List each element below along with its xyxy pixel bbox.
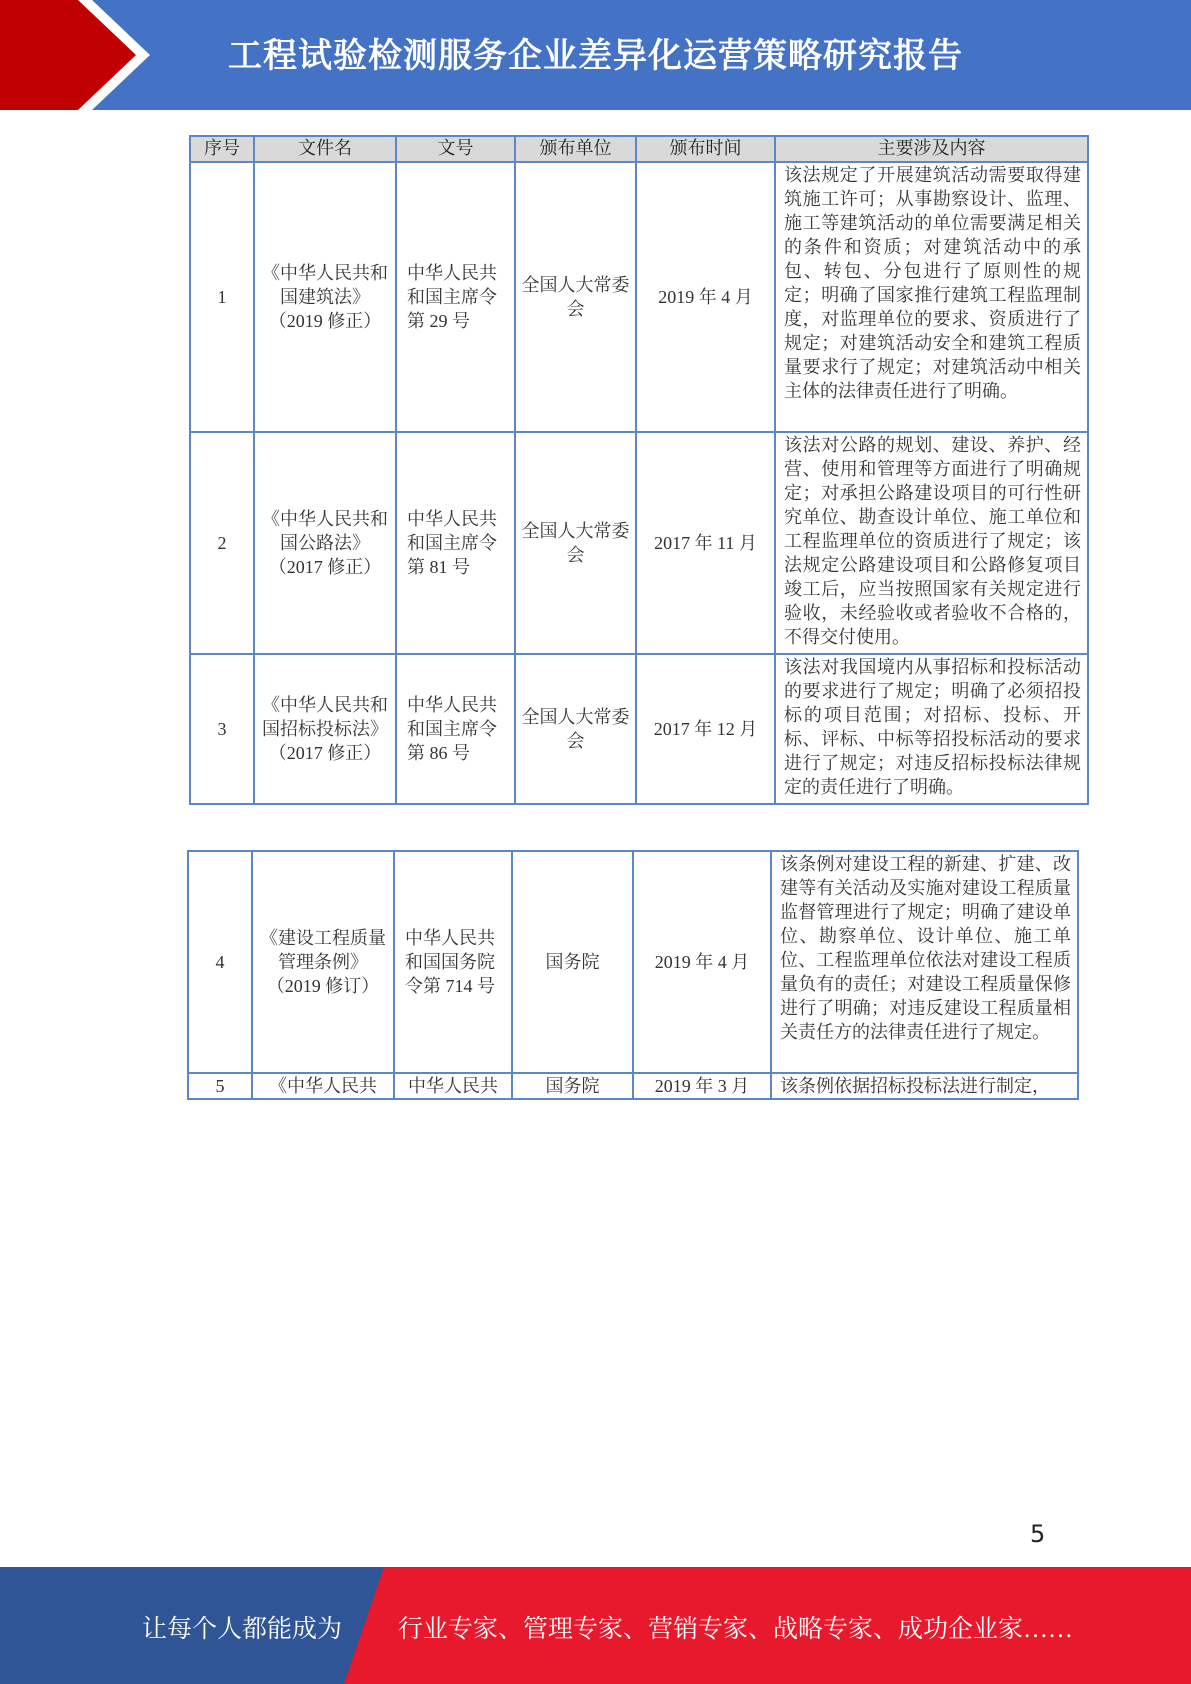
issuer: 全国人大常委会 (515, 432, 636, 654)
table-row (188, 1073, 1078, 1099)
issuer: 全国人大常委会 (515, 162, 636, 432)
row-number: 1 (190, 162, 254, 432)
column-header: 颁布单位 (515, 136, 636, 162)
row-number: 3 (190, 654, 254, 804)
chevron-icon (0, 0, 150, 110)
footer-slogan-left: 让每个人都能成为 (142, 1616, 343, 1643)
footer-slogan-right: 行业专家、管理专家、营销专家、战略专家、成功企业家…… (398, 1616, 1074, 1643)
column-header: 主要涉及内容 (775, 136, 1088, 162)
row-number: 2 (190, 432, 254, 654)
issuer: 国务院 (512, 851, 633, 1073)
issue-date: 2017 年 11 月 (636, 432, 775, 654)
regulations-table (189, 135, 1089, 805)
document-name: 《中华人民共和国公路法》（2017 修正） (254, 432, 396, 654)
regulations-table-continued (187, 850, 1079, 1100)
row-number: 4 (188, 851, 252, 1073)
column-header: 文号 (396, 136, 515, 162)
column-header: 序号 (190, 136, 254, 162)
column-header: 颁布时间 (636, 136, 775, 162)
row-number: 5 (188, 1073, 252, 1099)
issue-date: 2019 年 4 月 (633, 851, 771, 1073)
main-content: 该条例依据招标投标法进行制定， (771, 1073, 1078, 1099)
document-name: 《中华人民共 (252, 1073, 394, 1099)
issue-date: 2019 年 3 月 (633, 1073, 771, 1099)
main-content: 该法对我国境内从事招标和投标活动的要求进行了规定；明确了必须招投标的项目范围；对招标、投标、开标、评标、中标等招投标活动的要求进行了规定；对违反招标投标法律规定的责任进行了明确。 (775, 654, 1088, 804)
page-number: 5 (1030, 1520, 1046, 1548)
document-number: 中华人民共和国主席令第 86 号 (396, 654, 515, 804)
main-content: 该法对公路的规划、建设、养护、经营、使用和管理等方面进行了明确规定；对承担公路建设项目的可行性研究单位、勘查设计单位、施工单位和工程监理单位的资质进行了规定；该法规定公路建设项目和公路修复项目竣工后，应当按照国家有关规定进行验收，未经验收或者验收不合格的，不得交付使用。 (775, 432, 1088, 654)
table-row (188, 851, 1078, 1073)
issue-date: 2019 年 4 月 (636, 162, 775, 432)
issuer: 国务院 (512, 1073, 633, 1099)
main-content: 该法规定了开展建筑活动需要取得建筑施工许可；从事勘察设计、监理、施工等建筑活动的单位需要满足相关的条件和资质；对建筑活动中的承包、转包、分包进行了原则性的规定；明确了国家推行建筑工程监理制度，对监理单位的要求、资质进行了规定；对建筑活动安全和建筑工程质量要求行了规定；对建筑活动中相关主体的法律责任进行了明确。 (775, 162, 1088, 432)
table-header-row (190, 136, 1088, 162)
table-row (190, 432, 1088, 654)
issue-date: 2017 年 12 月 (636, 654, 775, 804)
document-number: 中华人民共 (394, 1073, 512, 1099)
document-name: 《中华人民共和国招标投标法》（2017 修正） (254, 654, 396, 804)
header-banner (0, 0, 1191, 110)
document-name: 《建设工程质量管理条例》（2019 修订） (252, 851, 394, 1073)
main-content: 该条例对建设工程的新建、扩建、改建等有关活动及实施对建设工程质量监督管理进行了规定；明确了建设单位、勘察单位、设计单位、施工单位、工程监理单位依法对建设工程质量负有的责任；对建设工程质量保修进行了明确；对违反建设工程质量相关责任方的法律责任进行了规定。 (771, 851, 1078, 1073)
report-title: 工程试验检测服务企业差异化运营策略研究报告 (228, 36, 963, 76)
table-row (190, 162, 1088, 432)
column-header: 文件名 (254, 136, 396, 162)
footer-banner (0, 1567, 1191, 1684)
document-number: 中华人民共和国主席令第 81 号 (396, 432, 515, 654)
issuer: 全国人大常委会 (515, 654, 636, 804)
document-number: 中华人民共和国主席令第 29 号 (396, 162, 515, 432)
document-name: 《中华人民共和国建筑法》（2019 修正） (254, 162, 396, 432)
document-number: 中华人民共和国国务院令第 714 号 (394, 851, 512, 1073)
table-row (190, 654, 1088, 804)
